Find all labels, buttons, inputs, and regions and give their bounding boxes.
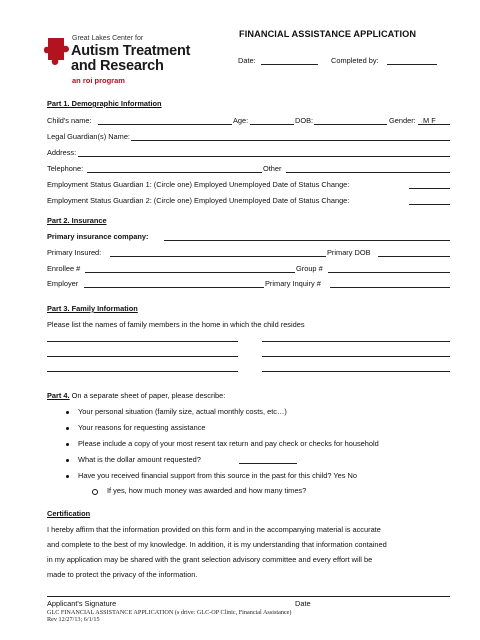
employment-guardian1: Employment Status Guardian 1: (Circle one) Employed Unemployed Date of Status Change: [47,180,350,189]
primary-dob-label: Primary DOB [327,248,371,257]
list-item: Your personal situation (family size, actual monthly costs, etc…) [78,407,287,416]
primary-company-field[interactable] [164,240,450,241]
puzzle-piece-logo-icon [44,36,70,72]
childs-name-field[interactable] [98,124,232,125]
list-item: Please include a copy of your most resent tax return and pay check or checks for household [78,439,379,448]
logo-subtitle: Great Lakes Center for [72,35,144,42]
other-field[interactable] [286,172,450,173]
logo-title-line1: Autism Treatment [71,43,191,59]
logo-title-line2: and Research [71,58,164,74]
group-label: Group # [296,264,323,273]
footer-line2: Rev 12/27/13; 6/1/15 [47,616,100,623]
bullet-icon [66,459,69,462]
family-member-field[interactable] [47,371,238,372]
list-item: Your reasons for requesting assistance [78,423,206,432]
status-change-date-2-field[interactable] [409,204,450,205]
family-member-field[interactable] [47,356,238,357]
employer-field[interactable] [84,287,264,288]
part4-intro-text: On a separate sheet of paper, please describe: [69,391,226,400]
guardian-label: Legal Guardian(s) Name: [47,132,130,141]
signature-field[interactable] [47,596,450,597]
bullet-icon [66,475,69,478]
primary-company-label: Primary insurance company: [47,232,149,241]
primary-dob-field[interactable] [378,256,450,257]
address-label: Address: [47,148,77,157]
address-field[interactable] [78,156,450,157]
dollar-amount-field[interactable] [239,463,297,464]
part3-instruction: Please list the names of family members in the home in which the child resides [47,320,305,329]
primary-insured-field[interactable] [110,256,326,257]
dob-label: DOB: [295,116,314,125]
logo-tagline: an roi program [72,76,125,85]
part4-intro [47,391,225,401]
primary-insured-label: Primary Insured: [47,248,102,257]
guardian-field[interactable] [131,140,450,141]
age-label: Age: [233,116,249,125]
part4-heading: Part 4. [47,391,70,400]
employer-label: Employer [47,279,79,288]
date-label: Date: [238,56,256,65]
completed-by-label: Completed by: [331,56,379,65]
primary-inquiry-label: Primary Inquiry # [265,279,321,288]
age-field[interactable] [250,124,294,125]
certification-line: made to protect the privacy of the information. [47,570,198,579]
telephone-field[interactable] [87,172,262,173]
enrollee-label: Enrollee # [47,264,81,273]
other-label: Other [263,164,282,173]
telephone-label: Telephone: [47,164,84,173]
gender-options[interactable]: M F [423,116,436,125]
bullet-icon [66,427,69,430]
part3-heading: Part 3. Family Information [47,304,138,313]
list-item: What is the dollar amount requested? [78,455,201,464]
completed-by-field[interactable] [387,64,437,65]
form-title: FINANCIAL ASSISTANCE APPLICATION [239,29,417,39]
certification-line: I hereby affirm that the information provided on this form and in the accompanying material is accurate [47,525,381,534]
family-member-field[interactable] [262,371,450,372]
footer-line1: GLC FINANCIAL ASSISTANCE APPLICATION (s drive: GLC-OP Clinic, Financial Assistance) [47,609,292,616]
family-member-field[interactable] [262,356,450,357]
certification-line: in my application may be shared with the grant selection advisory committee and every effort will be [47,555,373,564]
employment-guardian2: Employment Status Guardian 2: (Circle one) Employed Unemployed Date of Status Change: [47,196,350,205]
gender-label: Gender: [389,116,416,125]
bullet-icon [66,443,69,446]
applicant-signature-label: Applicant's Signature [47,599,117,608]
date-field[interactable] [261,64,318,65]
childs-name-label: Child's name: [47,116,92,125]
part1-heading: Part 1. Demographic Information [47,99,162,108]
part2-heading: Part 2. Insurance [47,216,107,225]
certification-heading: Certification [47,509,91,518]
enrollee-field[interactable] [85,272,295,273]
list-item: Have you received financial support from this source in the past for this child? Yes No [78,471,357,480]
sub-bullet-icon [92,489,98,495]
primary-inquiry-field[interactable] [330,287,450,288]
family-member-field[interactable] [47,341,238,342]
status-change-date-1-field[interactable] [409,188,450,189]
sub-list-item: If yes, how much money was awarded and how many times? [107,486,307,495]
family-member-field[interactable] [262,341,450,342]
group-field[interactable] [328,272,450,273]
signature-date-label: Date [295,599,311,608]
certification-line: and complete to the best of my knowledge. In addition, it is my understanding that information contained [47,540,387,549]
gender-field [418,124,450,125]
dob-field[interactable] [314,124,387,125]
bullet-icon [66,411,69,414]
